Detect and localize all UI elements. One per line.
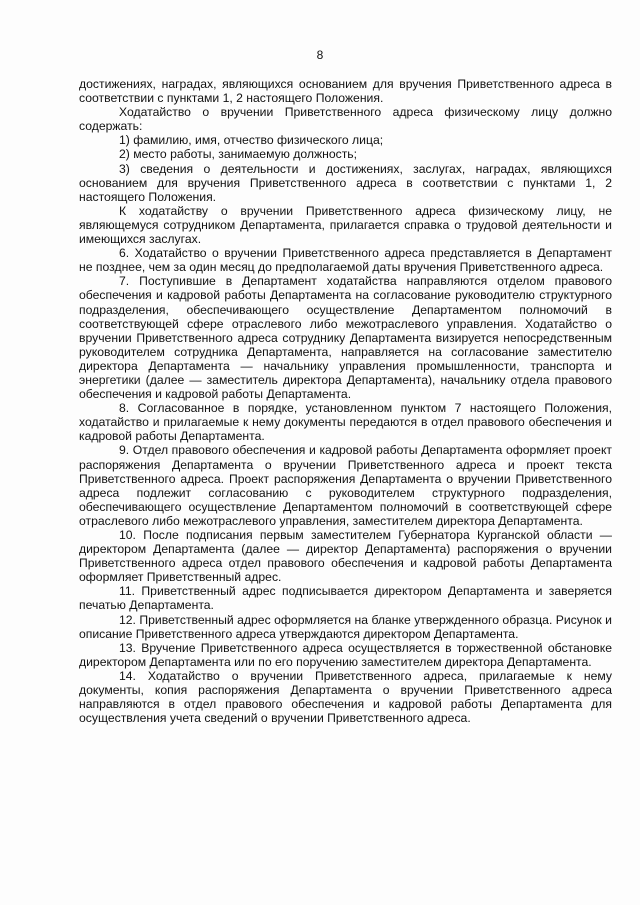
clause-11: 11. Приветственный адрес подписывается директором Департамента и заверяется печатью Департамента. [79, 584, 612, 613]
clause-6: 6. Ходатайство о вручении Приветственного адреса представляется в Департамент не позднее, чем за один месяц до предполагаемой даты вручения Приветственного адреса. [79, 246, 612, 275]
paragraph-petition-content: Ходатайство о вручении Приветственного адреса физическому лицу должно содержать: [79, 105, 612, 134]
clause-7: 7. Поступившие в Департамент ходатайства направляются отделом правового обеспечения и кадровой работы Департамента на согласование руководителю структурного подразделения, обеспечивающего осуществление Департаментом полномочий в соответствующей сфере отраслевого либо межотраслевого управления. Ходатайство о вручении Приветственного адреса сотруднику Департамента визируется непосредственным руководителем сотрудника Департамента, направляется на согласование заместителю директора Департамента — начальнику управления промышленности, транспорта и энергетики (далее — заместитель директора Департамента), начальнику отдела правового обеспечения и кадровой работы Департамента. [79, 274, 612, 402]
paragraph-employment-certificate: К ходатайству о вручении Приветственного адреса физическому лицу, не являющемуся сотрудником Департамента, прилагается справка о трудовой деятельности и имеющихся заслугах. [79, 203, 612, 247]
clause-13: 13. Вручение Приветственного адреса осуществляется в торжественной обстановке директором Департамента или по его поручению заместителем директора Департамента. [79, 640, 612, 669]
clause-9: 9. Отдел правового обеспечения и кадровой работы Департамента оформляет проект распоряжения Департамента о вручении Приветственного адреса и проект текста Приветственного адреса. Проект распоряжения Департамента о вручении Приветственного адреса подлежит согласованию с руководителем структурного подразделения, обеспечивающего осуществление Департаментом полномочий в соответствующей сфере отраслевого либо межотраслевого управления, заместителем директора Департамента. [79, 443, 612, 528]
clause-14: 14. Ходатайство о вручении Приветственного адреса, прилагаемые к нему документы, копия распоряжения Департамента о вручении Приветственного адреса направляются в отдел правового обеспечения и кадровой работы Департамента для осуществления учета сведений о вручении Приветственного адреса. [79, 668, 612, 726]
document-body [79, 77, 612, 725]
clause-12: 12. Приветственный адрес оформляется на бланке утвержденного образца. Рисунок и описание Приветственного адреса утверждаются директором Департамента. [79, 612, 612, 641]
list-item-workplace: 2) место работы, занимаемую должность; [119, 147, 358, 162]
page-number: 8 [316, 48, 324, 62]
list-item-achievements: 3) сведения о деятельности и достижениях, заслугах, наградах, являющихся основанием для вручения Приветственного адреса в соответствии с пунктами 1, 2 настоящего Положения. [79, 161, 612, 204]
clause-8: 8. Согласованное в порядке, установленном пунктом 7 настоящего Положения, ходатайство и прилагаемые к нему документы передаются в отдел правового обеспечения и кадровой работы Департамента. [79, 401, 612, 444]
clause-10: 10. После подписания первым заместителем Губернатора Курганской области — директором Департамента (далее — директор Департамента) распоряжения о вручении Приветственного адреса отдел правового обеспечения и кадровой работы Департамента оформляет Приветственный адрес. [79, 528, 612, 585]
list-item-full-name: 1) фамилию, имя, отчество физического лица; [119, 133, 384, 148]
paragraph-continuation: достижениях, наградах, являющихся основанием для вручения Приветственного адреса в соответствии с пунктами 1, 2 настоящего Положения. [79, 77, 612, 106]
